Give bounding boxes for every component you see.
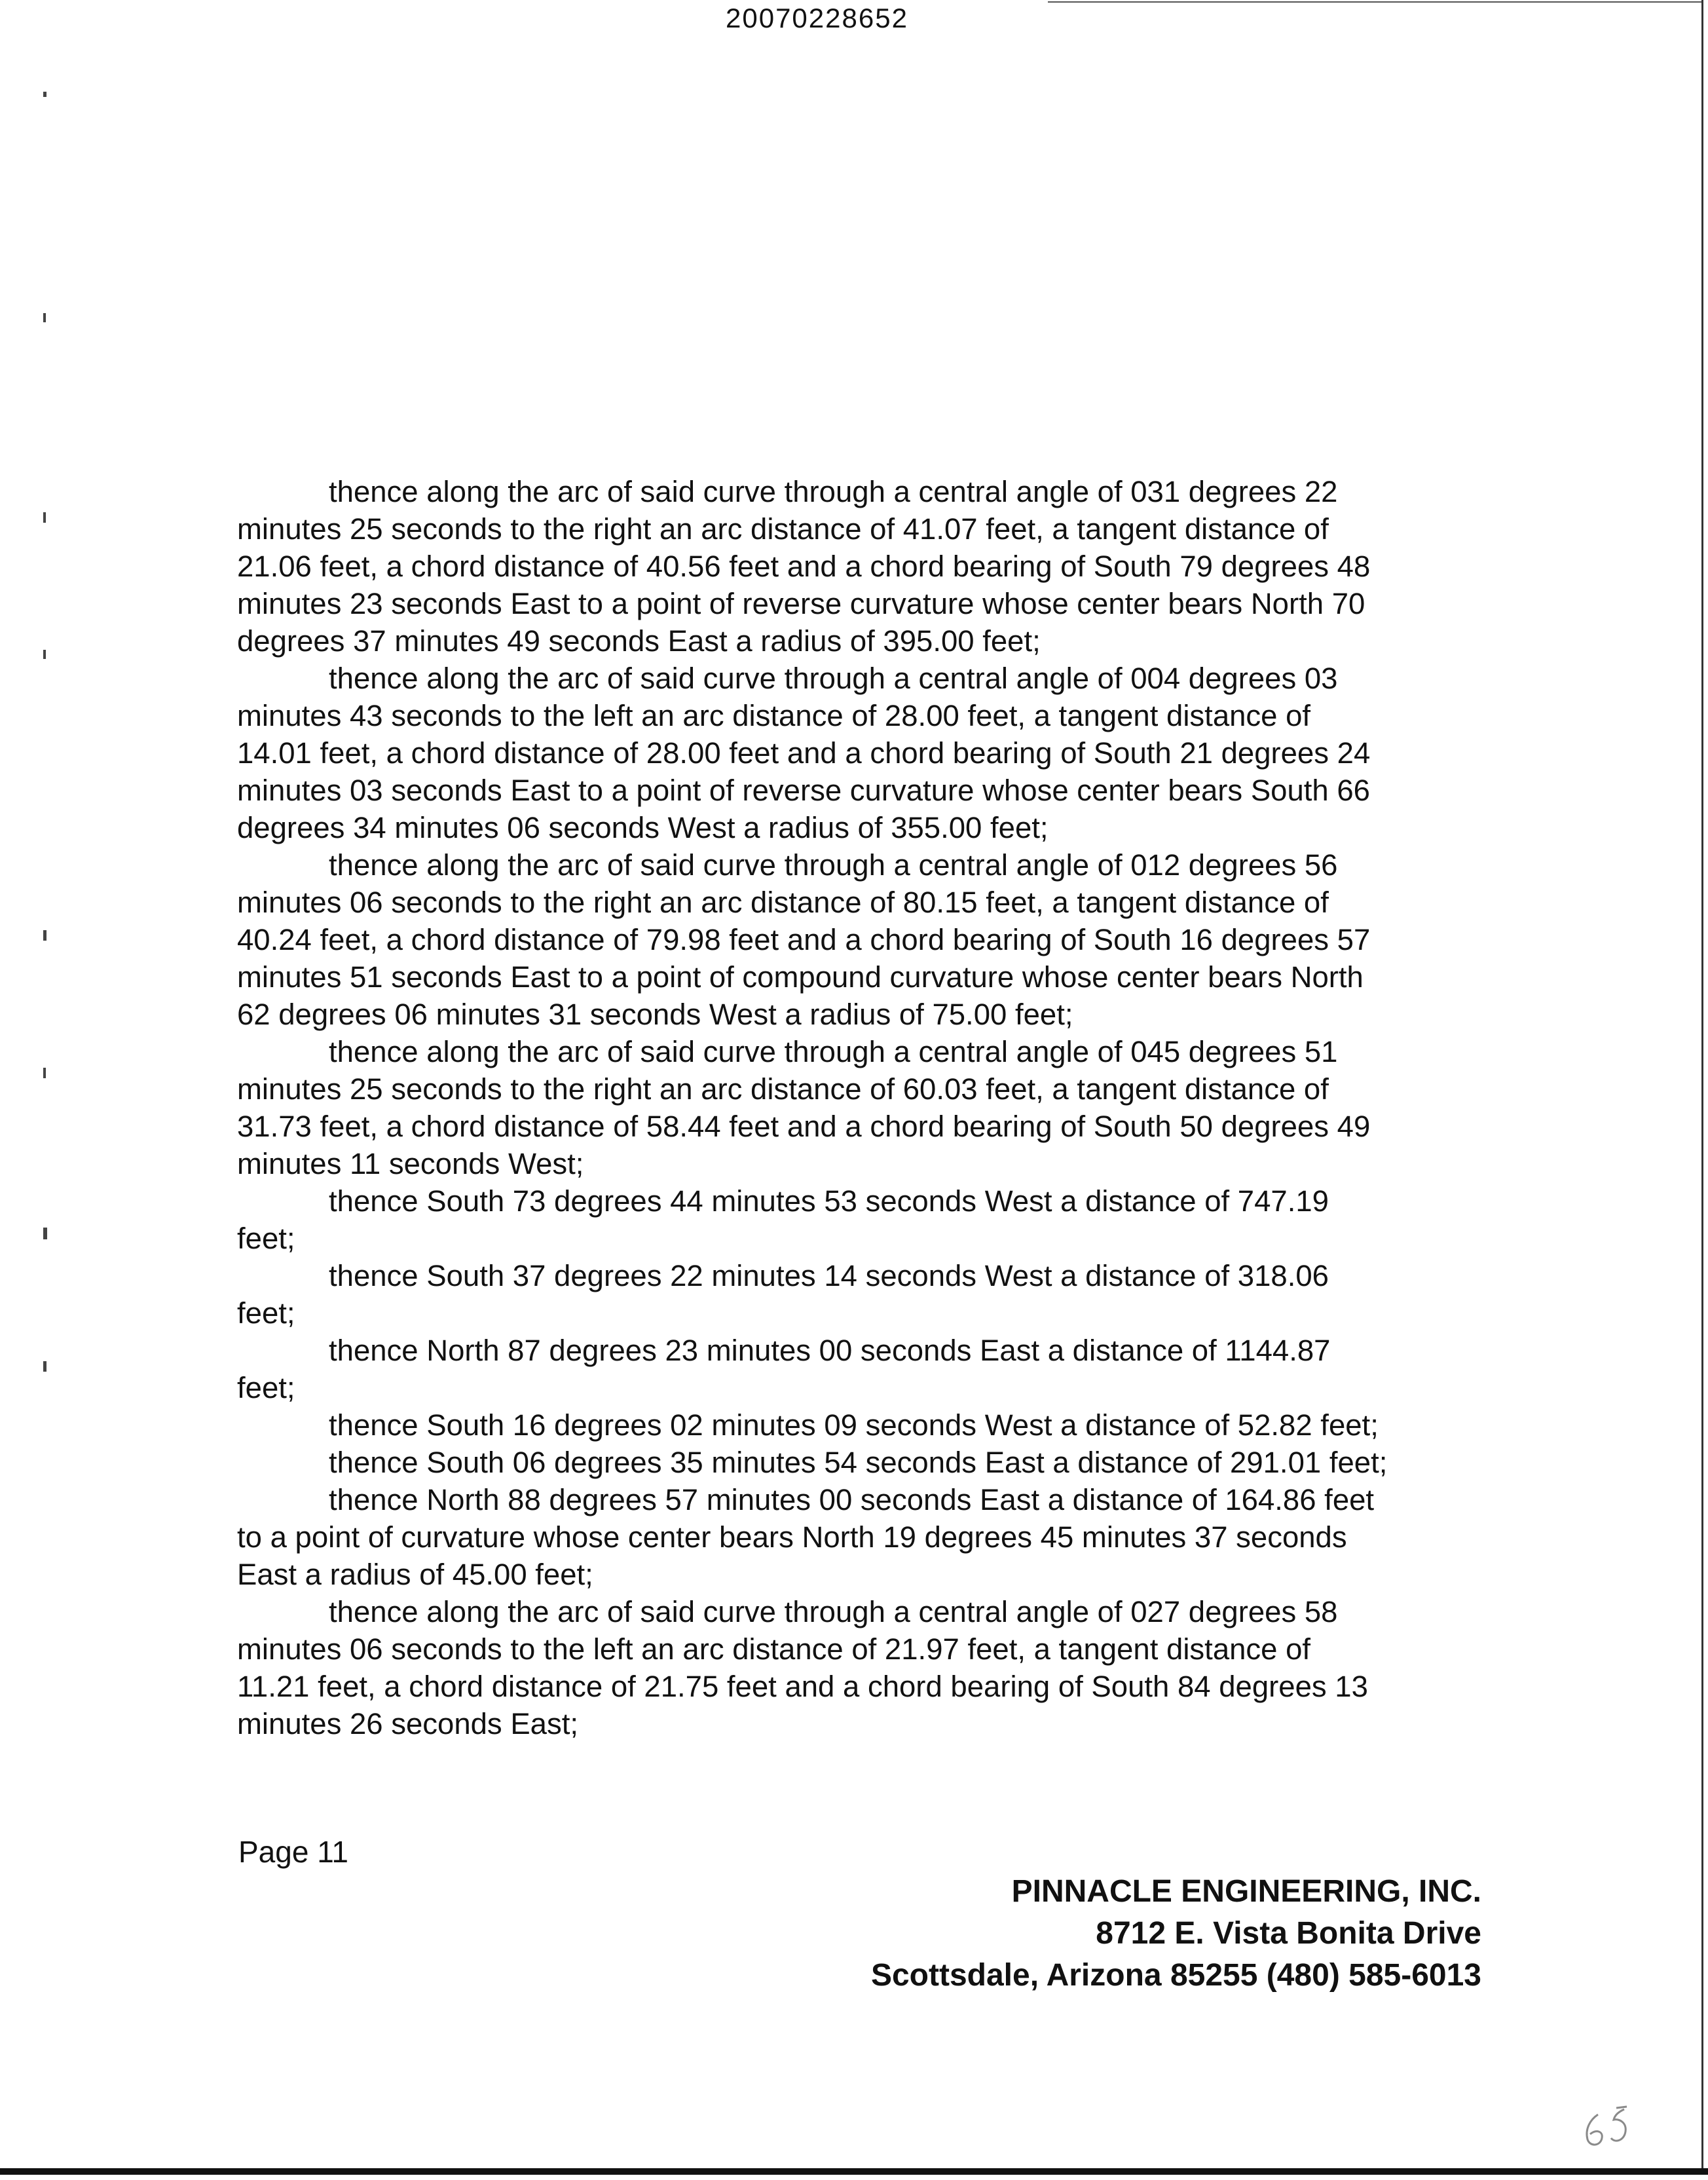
company-city-phone: Scottsdale, Arizona 85255 (480) 585-6013 [870, 1958, 1481, 1993]
right-edge-rule [1701, 0, 1703, 2168]
scan-mark [43, 650, 46, 659]
top-edge-rule [1048, 1, 1703, 3]
course-paragraph: thence along the arc of said curve through a central angle of 004 degrees 03 minutes 43 seconds to the left an arc distance of 28.00 feet, a tangent distance of 14.01 feet, a chord distance of 28.00 feet and a chord bearing of South 21 degrees 24 minutes 03 seconds East to a point of reverse curvature whose center bears South 66 degrees 34 minutes 06 seconds West a radius of 355.00 feet; [237, 662, 1371, 844]
document-number: 20070228652 [726, 3, 908, 33]
course-paragraph: thence along the arc of said curve through a central angle of 027 degrees 58 minutes 06 seconds to the left an arc distance of 21.97 feet, a tangent distance of 11.21 feet, a chord distance of 21.75 feet and a chord bearing of South 84 degrees 13 minutes 26 seconds East; [237, 1595, 1368, 1740]
course-paragraph: thence North 88 degrees 57 minutes 00 seconds East a distance of 164.86 feet to a point of curvature whose center bears North 19 degrees 45 minutes 37 seconds East a radius of 45.00 feet; [237, 1483, 1375, 1591]
course-paragraph: thence along the arc of said curve through a central angle of 031 degrees 22 minutes 25 seconds to the right an arc distance of 41.07 feet, a tangent distance of 21.06 feet, a chord distance of 40.56 feet and a chord bearing of South 79 degrees 48 minutes 23 seconds East to a point of reverse curvature whose center bears North 70 degrees 37 minutes 49 seconds East a radius of 395.00 feet; [237, 475, 1371, 658]
scan-mark [43, 512, 46, 523]
course-paragraph: thence along the arc of said curve through a central angle of 045 degrees 51 minutes 25 seconds to the right an arc distance of 60.03 feet, a tangent distance of 31.73 feet, a chord distance of 58.44 feet and a chord bearing of South 50 degrees 49 minutes 11 seconds West; [237, 1035, 1371, 1180]
page-number: Page 11 [238, 1835, 348, 1869]
legal-description-body [237, 473, 1481, 1742]
course-paragraph: thence along the arc of said curve through a central angle of 012 degrees 56 minutes 06 seconds to the right an arc distance of 80.15 feet, a tangent distance of 40.24 feet, a chord distance of 79.98 feet and a chord bearing of South 16 degrees 57 minutes 51 seconds East to a point of compound curvature whose center bears North 62 degrees 06 minutes 31 seconds West a radius of 75.00 feet; [237, 848, 1371, 1031]
company-address: 8712 E. Vista Bonita Drive [1096, 1916, 1481, 1951]
company-footer [871, 1871, 1481, 1997]
scan-mark [43, 1361, 46, 1372]
course-paragraph: thence North 87 degrees 23 minutes 00 seconds East a distance of 1144.87 feet; [237, 1334, 1331, 1404]
course-paragraph: thence South 06 degrees 35 minutes 54 seconds East a distance of 291.01 feet; [329, 1446, 1388, 1479]
handwritten-mark-icon [1578, 2103, 1637, 2155]
scan-mark [43, 1068, 46, 1078]
bottom-edge-rule [0, 2168, 1708, 2175]
scan-mark [43, 1228, 47, 1239]
handwritten-mark [1578, 2103, 1637, 2158]
course-paragraph: thence South 16 degrees 02 minutes 09 seconds West a distance of 52.82 feet; [329, 1408, 1379, 1442]
scan-mark [43, 313, 46, 322]
scan-mark [43, 930, 46, 941]
course-paragraph: thence South 73 degrees 44 minutes 53 seconds West a distance of 747.19 feet; [237, 1184, 1329, 1255]
scan-mark [43, 92, 46, 97]
company-name: PINNACLE ENGINEERING, INC. [1011, 1874, 1481, 1909]
course-paragraph: thence South 37 degrees 22 minutes 14 seconds West a distance of 318.06 feet; [237, 1259, 1329, 1330]
